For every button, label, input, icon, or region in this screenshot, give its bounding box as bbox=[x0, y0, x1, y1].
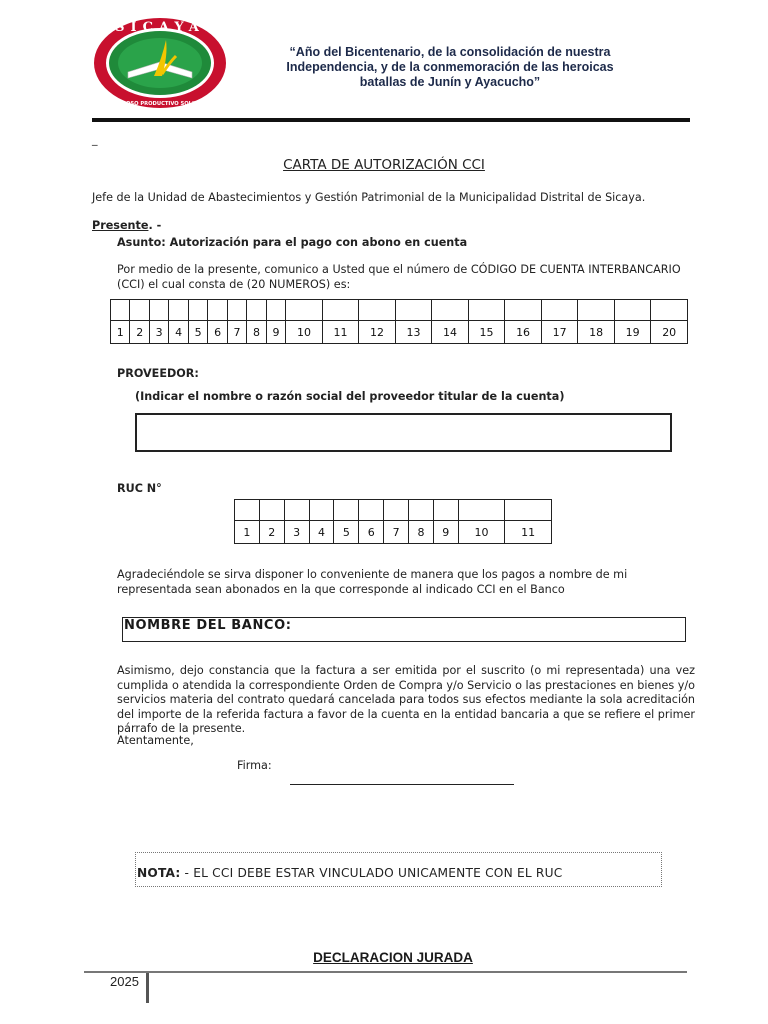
ruc-number-row bbox=[235, 521, 552, 544]
ruc-cell-input[interactable] bbox=[235, 500, 260, 521]
cci-cell-number: 14 bbox=[432, 321, 469, 344]
nota-box bbox=[135, 852, 662, 887]
cci-cell-number: 12 bbox=[359, 321, 396, 344]
ruc-cell-number: 11 bbox=[505, 521, 552, 544]
presente-line bbox=[92, 219, 161, 234]
proveedor-name-box[interactable] bbox=[135, 413, 672, 452]
banco-box[interactable] bbox=[122, 617, 686, 642]
ruc-cell-number: 6 bbox=[359, 521, 384, 544]
ruc-cell-number: 5 bbox=[334, 521, 359, 544]
cci-cell-number: 7 bbox=[227, 321, 246, 344]
cci-cell-input[interactable] bbox=[111, 300, 130, 321]
ruc-label: RUC N° bbox=[117, 482, 162, 495]
nota-label: NOTA: bbox=[137, 866, 181, 880]
cci-cell-number: 19 bbox=[614, 321, 651, 344]
cci-cell-input[interactable] bbox=[227, 300, 246, 321]
cci-cell-input[interactable] bbox=[266, 300, 285, 321]
footer-year-bar bbox=[146, 973, 149, 1003]
ruc-cell-number: 7 bbox=[384, 521, 409, 544]
cci-cell-input[interactable] bbox=[432, 300, 469, 321]
agradecimiento-paragraph: Agradeciéndole se sirva disponer lo conveniente de manera que los pagos a nombre de mi representada sean abonados en la que corresponde al indicado CCI en el Banco bbox=[117, 568, 628, 596]
ruc-cell-input[interactable] bbox=[359, 500, 384, 521]
cci-cell-number: 20 bbox=[651, 321, 688, 344]
cci-cell-input[interactable] bbox=[614, 300, 651, 321]
cci-cell-number: 13 bbox=[395, 321, 432, 344]
signature-line[interactable] bbox=[290, 784, 514, 785]
ruc-cell-input[interactable] bbox=[458, 500, 505, 521]
proveedor-label: PROVEEDOR: bbox=[117, 367, 199, 380]
cci-cell-number: 1 bbox=[111, 321, 130, 344]
ruc-cell-input[interactable] bbox=[505, 500, 552, 521]
cci-cell-input[interactable] bbox=[188, 300, 207, 321]
ruc-cell-number: 3 bbox=[284, 521, 309, 544]
cci-cell-number: 18 bbox=[578, 321, 615, 344]
cci-cell-input[interactable] bbox=[541, 300, 578, 321]
ruc-cell-number: 4 bbox=[309, 521, 334, 544]
logo-subtitle: VALEROSO PRODUCTIVO SOLIDARIO bbox=[107, 101, 213, 107]
cci-cell-number: 15 bbox=[468, 321, 505, 344]
ruc-cell-number: 9 bbox=[433, 521, 458, 544]
cci-cell-number: 11 bbox=[322, 321, 359, 344]
cci-cell-input[interactable] bbox=[286, 300, 323, 321]
ruc-cell-number: 2 bbox=[259, 521, 284, 544]
footer-year: 2025 bbox=[110, 974, 139, 989]
cci-cell-input[interactable] bbox=[578, 300, 615, 321]
firma-label: Firma: bbox=[237, 759, 272, 772]
banco-label: NOMBRE DEL BANCO: bbox=[124, 618, 292, 633]
ruc-cell-input[interactable] bbox=[384, 500, 409, 521]
cci-cell-input[interactable] bbox=[468, 300, 505, 321]
declaracion-heading-text: DECLARACION JURADA bbox=[313, 950, 473, 965]
ruc-grid bbox=[234, 499, 552, 544]
cci-cell-number: 6 bbox=[208, 321, 227, 344]
cci-cell-number: 8 bbox=[247, 321, 266, 344]
proveedor-hint: (Indicar el nombre o razón social del proveedor titular de la cuenta) bbox=[135, 390, 565, 403]
cci-grid bbox=[110, 299, 688, 344]
ruc-input-row bbox=[235, 500, 552, 521]
cci-cell-number: 9 bbox=[266, 321, 285, 344]
asunto-line: Asunto: Autorización para el pago con abono en cuenta bbox=[117, 236, 468, 249]
footer-divider bbox=[84, 971, 687, 973]
ruc-cell-input[interactable] bbox=[409, 500, 434, 521]
ruc-cell-input[interactable] bbox=[334, 500, 359, 521]
atentamente-line: Atentamente, bbox=[117, 734, 194, 747]
presente-word: Presente bbox=[92, 219, 149, 232]
cci-cell-number: 17 bbox=[541, 321, 578, 344]
cci-cell-input[interactable] bbox=[169, 300, 188, 321]
cci-number-row bbox=[111, 321, 688, 344]
cci-cell-input[interactable] bbox=[130, 300, 149, 321]
cci-cell-number: 10 bbox=[286, 321, 323, 344]
header-divider bbox=[92, 118, 690, 122]
ruc-cell-number: 1 bbox=[235, 521, 260, 544]
cci-cell-input[interactable] bbox=[395, 300, 432, 321]
cci-cell-number: 2 bbox=[130, 321, 149, 344]
stray-underscore: _ bbox=[92, 133, 98, 146]
ruc-cell-number: 10 bbox=[458, 521, 505, 544]
cci-intro: Por medio de la presente, comunico a Usted que el número de CÓDIGO DE CUENTA INTERBANCARIO (CCI) el cual consta de (20 NUMEROS) es: bbox=[117, 263, 681, 291]
cci-cell-input[interactable] bbox=[359, 300, 396, 321]
asimismo-paragraph: Asimismo, dejo constancia que la factura a ser emitida por el suscrito (o mi representada) una vez cumplida o atendida la correspondiente Orden de Compra y/o Servicio o las prestaciones en bienes y/o servicios materia del contrato quedará cancelada para todos sus efectos mediante la sola acreditación del importe de la referida factura a favor de la cuenta en la entidad bancaria a que se refiere el primer párrafo de la presente. bbox=[117, 664, 695, 735]
cci-cell-number: 3 bbox=[149, 321, 168, 344]
logo-title: SICAYA bbox=[115, 20, 205, 35]
nota-text: - EL CCI DEBE ESTAR VINCULADO UNICAMENTE CON EL RUC bbox=[180, 866, 563, 880]
cci-cell-number: 5 bbox=[188, 321, 207, 344]
sicaya-logo bbox=[92, 16, 228, 110]
ruc-cell-input[interactable] bbox=[284, 500, 309, 521]
cci-cell-input[interactable] bbox=[651, 300, 688, 321]
cci-cell-input[interactable] bbox=[505, 300, 542, 321]
cci-cell-input[interactable] bbox=[208, 300, 227, 321]
ruc-cell-input[interactable] bbox=[309, 500, 334, 521]
ruc-cell-input[interactable] bbox=[433, 500, 458, 521]
ruc-cell-number: 8 bbox=[409, 521, 434, 544]
cci-cell-input[interactable] bbox=[247, 300, 266, 321]
document-title-text: CARTA DE AUTORIZACIÓN CCI bbox=[283, 157, 485, 173]
cci-cell-input[interactable] bbox=[322, 300, 359, 321]
header-motto: “Año del Bicentenario, de la consolidación de nuestra Independencia, y de la conmemoración de las heroicas batallas de Junín y Ayacucho” bbox=[286, 45, 614, 89]
document-title bbox=[0, 157, 768, 173]
declaracion-heading bbox=[0, 950, 768, 965]
cci-cell-number: 4 bbox=[169, 321, 188, 344]
cci-cell-input[interactable] bbox=[149, 300, 168, 321]
ruc-cell-input[interactable] bbox=[259, 500, 284, 521]
cci-cell-number: 16 bbox=[505, 321, 542, 344]
presente-suffix: . - bbox=[148, 219, 162, 232]
cci-input-row bbox=[111, 300, 688, 321]
recipient-line: Jefe de la Unidad de Abastecimientos y Gestión Patrimonial de la Municipalidad Distrital de Sicaya. bbox=[92, 191, 646, 204]
